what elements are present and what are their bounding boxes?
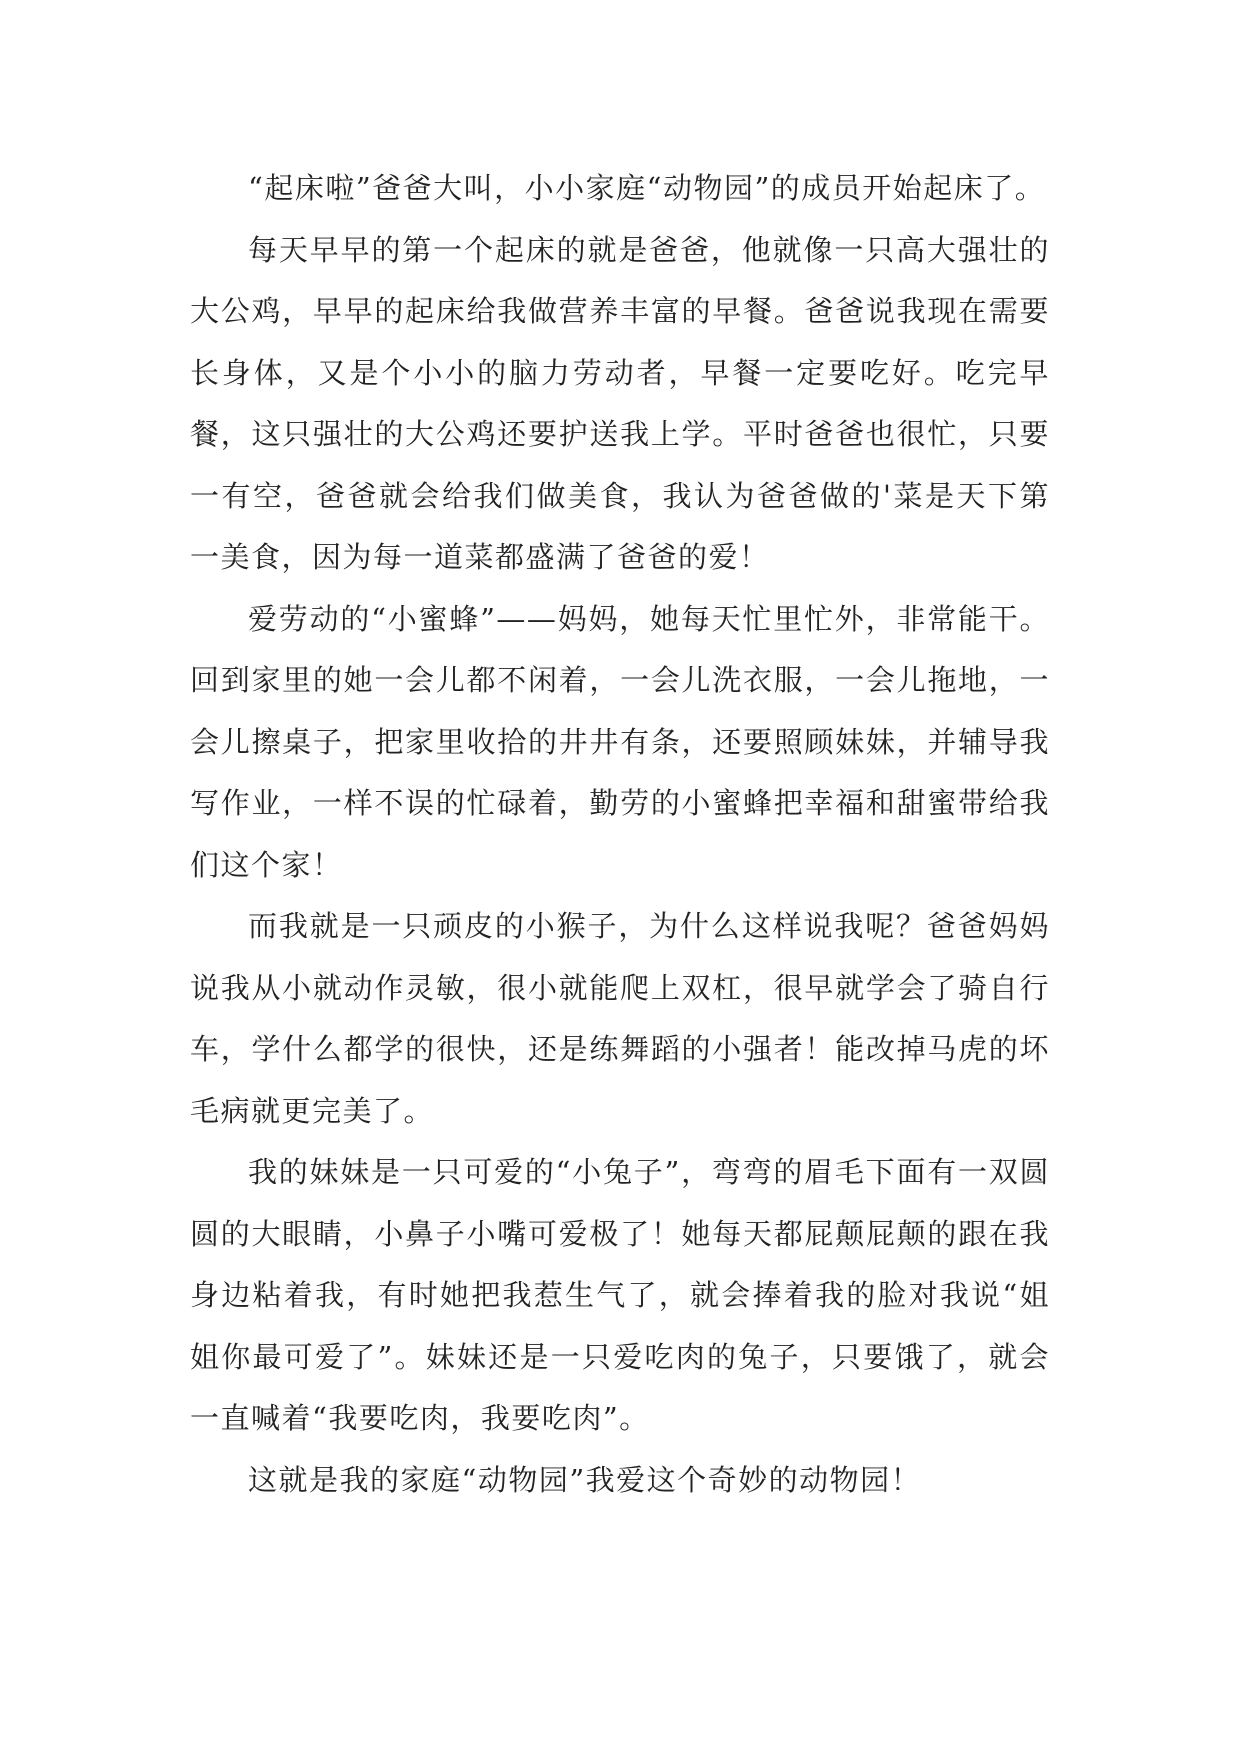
paragraph-2: 每天早早的第一个起床的就是爸爸，他就像一只高大强壮的大公鸡，早早的起床给我做营养丰富的早餐。爸爸说我现在需要长身体，又是个小小的脑力劳动者，早餐一定要吃好。吃完早餐，这只强壮的大公鸡还要护送我上学。平时爸爸也很忙，只要一有空，爸爸就会给我们做美食，我认为爸爸做的'菜是天下第一美食，因为每一道菜都盛满了爸爸的爱！	[190, 232, 1050, 574]
paragraph-1: “起床啦”爸爸大叫，小小家庭“动物园”的成员开始起床了。	[248, 171, 1046, 205]
paragraph-6: 这就是我的家庭“动物园”我爱这个奇妙的动物园！	[248, 1462, 922, 1497]
paragraph-5: 我的妹妹是一只可爱的“小兔子”，弯弯的眉毛下面有一双圆圆的大眼睛，小鼻子小嘴可爱极了！她每天都屁颠屁颠的跟在我身边粘着我，有时她把我惹生气了，就会捧着我的脸对我说“姐姐你最可爱了”。妹妹还是一只爱吃肉的兔子，只要饿了，就会一直喊着“我要吃肉，我要吃肉”。	[190, 1155, 1050, 1435]
paragraph-3: 爱劳动的“小蜜蜂”——妈妈，她每天忙里忙外，非常能干。回到家里的她一会儿都不闲着，一会儿洗衣服，一会儿拖地，一会儿擦桌子，把家里收拾的井井有条，还要照顾妹妹，并辅导我写作业，一样不误的忙碌着，勤劳的小蜜蜂把幸福和甜蜜带给我们这个家！	[190, 601, 1050, 882]
essay-body	[190, 158, 1050, 1511]
paragraph-4: 而我就是一只顽皮的小猴子，为什么这样说我呢？爸爸妈妈说我从小就动作灵敏，很小就能爬上双杠，很早就学会了骑自行车，学什么都学的很快，还是练舞蹈的小强者！能改掉马虎的坏毛病就更完美了。	[190, 909, 1050, 1128]
